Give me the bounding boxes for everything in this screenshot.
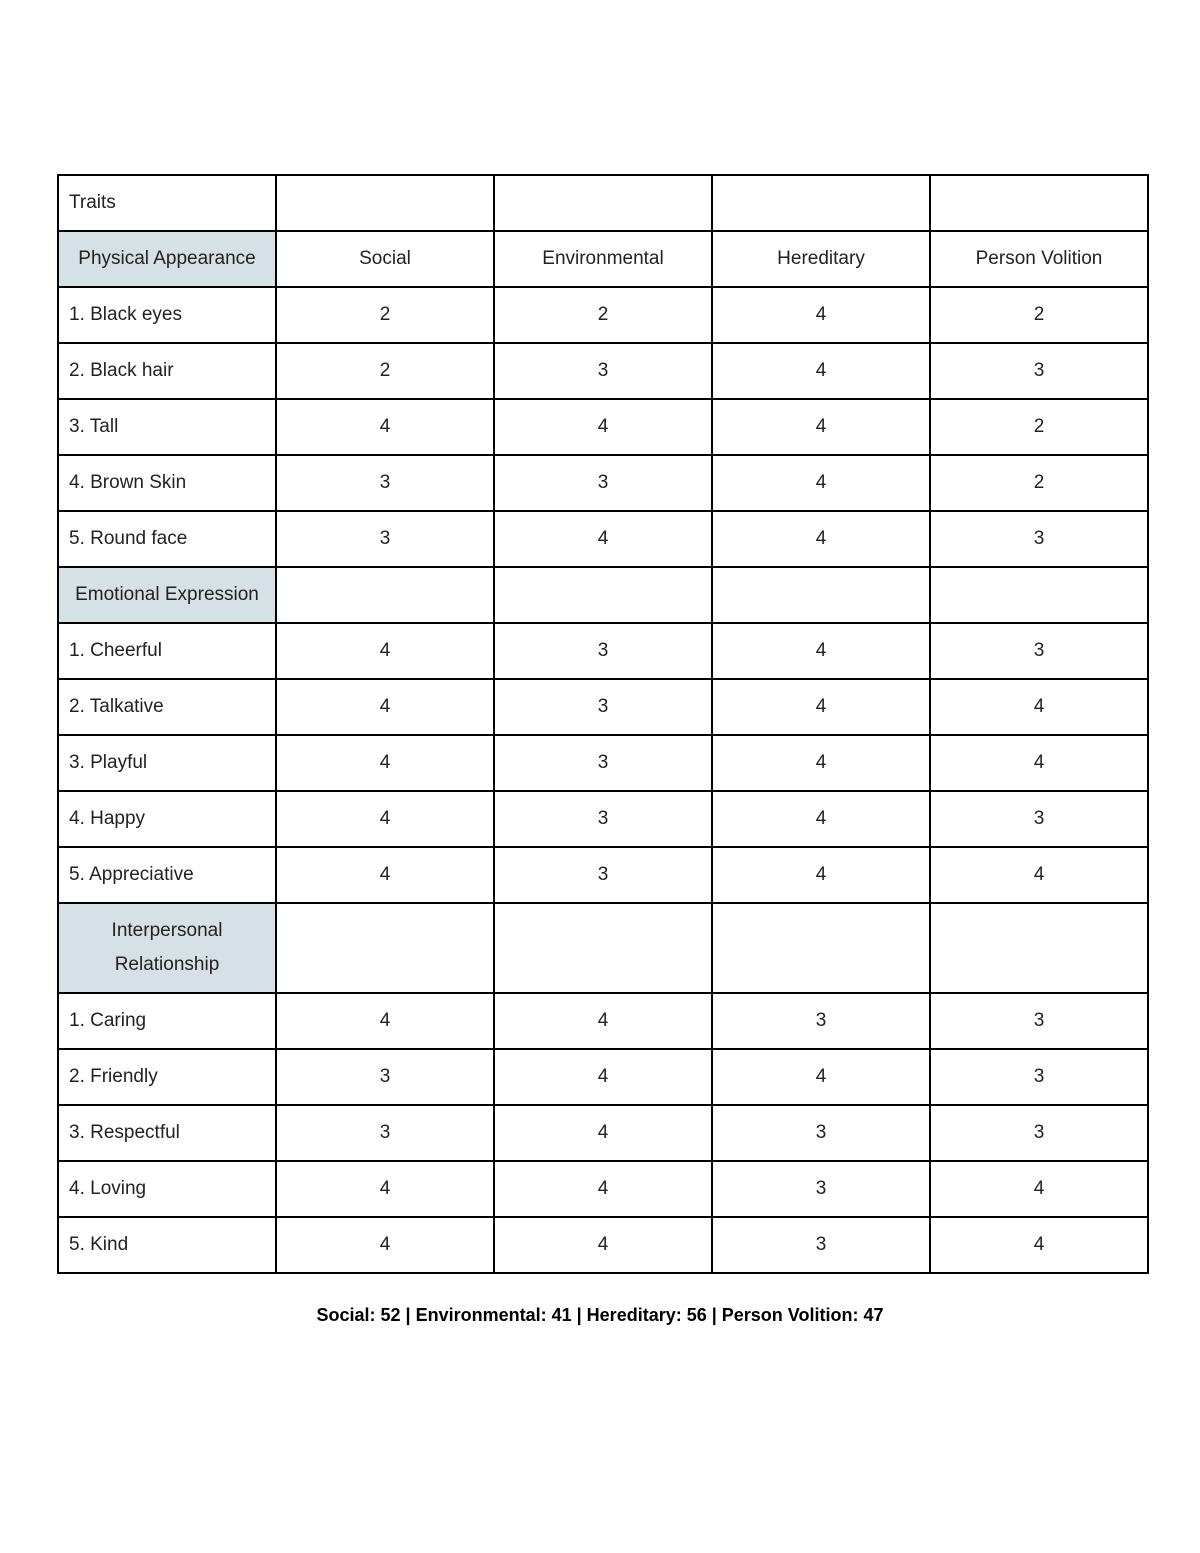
trait-label: 5. Kind <box>58 1217 276 1273</box>
score-cell: 3 <box>930 791 1148 847</box>
score-cell: 2 <box>930 399 1148 455</box>
empty-cell <box>930 567 1148 623</box>
score-cell: 3 <box>494 791 712 847</box>
score-cell: 2 <box>276 343 494 399</box>
score-cell: 4 <box>494 1217 712 1273</box>
empty-cell <box>712 903 930 993</box>
score-cell: 3 <box>930 1105 1148 1161</box>
score-cell: 3 <box>494 623 712 679</box>
score-cell: 3 <box>930 623 1148 679</box>
trait-label: 5. Round face <box>58 511 276 567</box>
score-cell: 4 <box>712 399 930 455</box>
trait-label: 4. Happy <box>58 791 276 847</box>
score-cell: 2 <box>276 287 494 343</box>
empty-cell <box>494 175 712 231</box>
score-cell: 4 <box>712 287 930 343</box>
score-cell: 4 <box>930 1217 1148 1273</box>
score-cell: 3 <box>276 511 494 567</box>
trait-label: 3. Tall <box>58 399 276 455</box>
table-title-row <box>58 175 1148 231</box>
table-row <box>58 287 1148 343</box>
table-row <box>58 343 1148 399</box>
empty-cell <box>712 567 930 623</box>
table-row <box>58 455 1148 511</box>
score-cell: 2 <box>930 287 1148 343</box>
score-cell: 3 <box>494 847 712 903</box>
score-cell: 4 <box>276 791 494 847</box>
score-cell: 4 <box>712 455 930 511</box>
empty-cell <box>930 175 1148 231</box>
totals-summary: Social: 52 | Environmental: 41 | Hereditary: 56 | Person Volition: 47 <box>316 1305 884 1325</box>
score-cell: 4 <box>712 735 930 791</box>
score-cell: 4 <box>712 511 930 567</box>
column-header: Environmental <box>494 231 712 287</box>
empty-cell <box>276 175 494 231</box>
score-cell: 4 <box>712 343 930 399</box>
score-cell: 4 <box>494 511 712 567</box>
score-cell: 4 <box>276 993 494 1049</box>
score-cell: 3 <box>930 1049 1148 1105</box>
score-cell: 4 <box>494 1049 712 1105</box>
section-header-row <box>58 903 1148 993</box>
empty-cell <box>276 903 494 993</box>
score-cell: 2 <box>494 287 712 343</box>
score-cell: 3 <box>276 1049 494 1105</box>
score-cell: 4 <box>276 735 494 791</box>
trait-label: 2. Talkative <box>58 679 276 735</box>
section-title: Interpersonal Relationship <box>58 903 276 993</box>
score-cell: 2 <box>930 455 1148 511</box>
table-row <box>58 1049 1148 1105</box>
table-row <box>58 623 1148 679</box>
score-cell: 3 <box>712 1105 930 1161</box>
score-cell: 4 <box>712 847 930 903</box>
score-cell: 3 <box>494 455 712 511</box>
score-cell: 4 <box>712 791 930 847</box>
score-cell: 3 <box>494 735 712 791</box>
table-row <box>58 1161 1148 1217</box>
score-cell: 4 <box>712 679 930 735</box>
trait-label: 3. Respectful <box>58 1105 276 1161</box>
section-header-row <box>58 567 1148 623</box>
score-cell: 4 <box>276 623 494 679</box>
traits-table-body <box>58 175 1148 1273</box>
score-cell: 4 <box>276 1161 494 1217</box>
score-cell: 4 <box>494 993 712 1049</box>
score-cell: 4 <box>494 1161 712 1217</box>
score-cell: 4 <box>494 1105 712 1161</box>
table-row <box>58 791 1148 847</box>
table-row <box>58 679 1148 735</box>
trait-label: 1. Caring <box>58 993 276 1049</box>
score-cell: 3 <box>930 511 1148 567</box>
score-cell: 4 <box>712 623 930 679</box>
score-cell: 4 <box>276 399 494 455</box>
score-cell: 3 <box>712 1161 930 1217</box>
trait-label: 1. Cheerful <box>58 623 276 679</box>
section-header-row <box>58 231 1148 287</box>
section-title: Emotional Expression <box>58 567 276 623</box>
score-cell: 4 <box>276 1217 494 1273</box>
table-row <box>58 511 1148 567</box>
score-cell: 4 <box>494 399 712 455</box>
score-cell: 3 <box>712 1217 930 1273</box>
trait-label: 2. Black hair <box>58 343 276 399</box>
table-row <box>58 993 1148 1049</box>
table-row <box>58 735 1148 791</box>
score-cell: 3 <box>494 679 712 735</box>
score-cell: 4 <box>930 1161 1148 1217</box>
score-cell: 4 <box>930 847 1148 903</box>
table-row <box>58 847 1148 903</box>
score-cell: 3 <box>930 343 1148 399</box>
score-cell: 3 <box>276 455 494 511</box>
score-cell: 4 <box>712 1049 930 1105</box>
score-cell: 4 <box>930 735 1148 791</box>
empty-cell <box>494 567 712 623</box>
score-cell: 3 <box>276 1105 494 1161</box>
score-cell: 3 <box>930 993 1148 1049</box>
empty-cell <box>930 903 1148 993</box>
score-cell: 4 <box>276 679 494 735</box>
empty-cell <box>276 567 494 623</box>
trait-label: 4. Brown Skin <box>58 455 276 511</box>
score-cell: 3 <box>712 993 930 1049</box>
column-header: Hereditary <box>712 231 930 287</box>
trait-label: 2. Friendly <box>58 1049 276 1105</box>
column-header: Person Volition <box>930 231 1148 287</box>
empty-cell <box>494 903 712 993</box>
traits-table <box>57 174 1149 1274</box>
column-header: Social <box>276 231 494 287</box>
trait-label: 3. Playful <box>58 735 276 791</box>
score-cell: 4 <box>276 847 494 903</box>
table-row <box>58 399 1148 455</box>
score-cell: 3 <box>494 343 712 399</box>
trait-label: 5. Appreciative <box>58 847 276 903</box>
score-cell: 4 <box>930 679 1148 735</box>
trait-label: 4. Loving <box>58 1161 276 1217</box>
trait-label: 1. Black eyes <box>58 287 276 343</box>
empty-cell <box>712 175 930 231</box>
traits-corner-label: Traits <box>58 175 276 231</box>
table-row <box>58 1105 1148 1161</box>
section-title: Physical Appearance <box>58 231 276 287</box>
table-row <box>58 1217 1148 1273</box>
